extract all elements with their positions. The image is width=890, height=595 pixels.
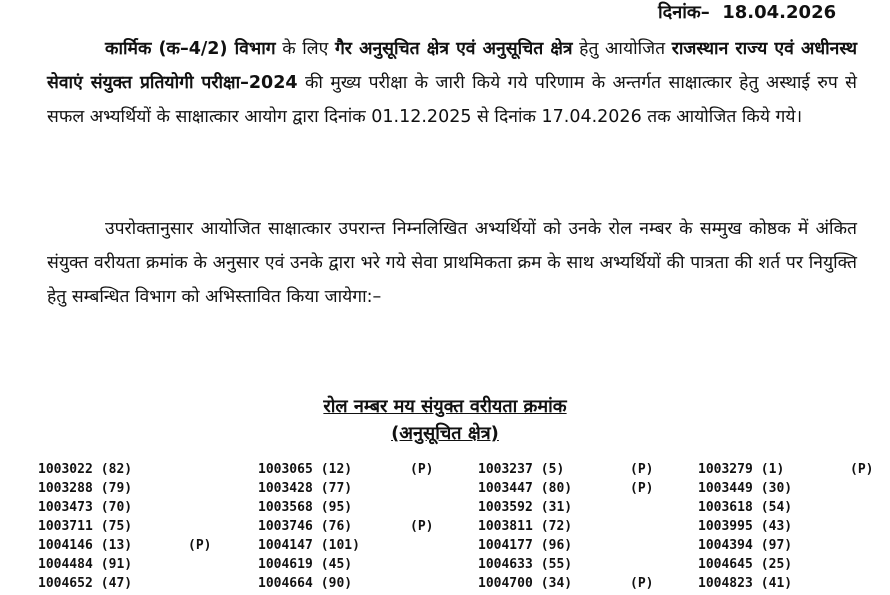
roll-entry <box>38 576 132 591</box>
merit-rank: (97) <box>760 538 793 553</box>
intro-paragraph <box>47 32 857 134</box>
roll-number: 1003065 <box>258 462 313 477</box>
merit-rank: (1) <box>760 462 785 477</box>
roll-entry <box>258 481 352 496</box>
roll-number: 1003022 <box>38 462 93 477</box>
roll-entry <box>38 519 132 534</box>
roll-number: 1004652 <box>38 576 93 591</box>
merit-rank: (79) <box>100 481 133 496</box>
roll-number: 1004177 <box>478 538 533 553</box>
roll-entry <box>698 481 792 496</box>
roll-entry <box>478 576 654 591</box>
roll-number: 1003995 <box>698 519 753 534</box>
roll-number: 1003618 <box>698 500 753 515</box>
provisional-marker: (P) <box>630 576 654 591</box>
merit-rank: (30) <box>760 481 793 496</box>
merit-rank: (45) <box>320 557 353 572</box>
roll-entry <box>38 462 132 477</box>
merit-rank: (55) <box>540 557 573 572</box>
roll-entry <box>38 557 132 572</box>
roll-entry <box>698 538 792 553</box>
section-subtitle: (अनुसूचित क्षेत्र) <box>391 423 499 444</box>
roll-number: 1004700 <box>478 576 533 591</box>
roll-entry <box>258 557 352 572</box>
roll-entry <box>258 500 352 515</box>
merit-rank: (96) <box>540 538 573 553</box>
roll-entry <box>258 538 360 553</box>
roll-number: 1004823 <box>698 576 753 591</box>
roll-number: 1003428 <box>258 481 313 496</box>
merit-rank: (47) <box>100 576 133 591</box>
provisional-marker: (P) <box>630 462 654 477</box>
provisional-marker: (P) <box>410 462 434 477</box>
date-line <box>658 0 836 24</box>
merit-rank: (43) <box>760 519 793 534</box>
section-title: रोल नम्बर मय संयुक्त वरीयता क्रमांक <box>323 396 567 417</box>
roll-entry <box>258 462 434 477</box>
roll-number: 1004146 <box>38 538 93 553</box>
merit-rank: (31) <box>540 500 573 515</box>
merit-rank: (25) <box>760 557 793 572</box>
recommendation-paragraph: उपरोक्तानुसार आयोजित साक्षात्कार उपरान्त निम्नलिखित अभ्यर्थियों को उनके रोल नम्बर के सम्मुख कोष्ठक में अंकित संयुक्त वरीयता क्रमांक के अनुसार एवं उनके द्वारा भरे गये सेवा प्राथमिकता क्रम के साथ अभ्यर्थियों की पात्रता की शर्त पर नियुक्ति हेतु सम्बन्धित विभाग को अभिस्तावित किया जायेगा:– <box>47 219 857 307</box>
roll-number: 1003592 <box>478 500 533 515</box>
roll-number: 1004394 <box>698 538 753 553</box>
roll-entry <box>698 500 792 515</box>
date-label: दिनांक– <box>658 2 710 23</box>
paragraph-text: के लिए <box>275 39 335 59</box>
roll-entry <box>38 500 132 515</box>
merit-rank: (13) <box>100 538 133 553</box>
roll-number: 1004619 <box>258 557 313 572</box>
roll-number: 1003746 <box>258 519 313 534</box>
provisional-marker: (P) <box>630 481 654 496</box>
roll-entry <box>478 519 572 534</box>
merit-rank: (12) <box>320 462 353 477</box>
merit-rank: (34) <box>540 576 573 591</box>
roll-entry <box>478 538 572 553</box>
merit-rank: (76) <box>320 519 353 534</box>
roll-number: 1004664 <box>258 576 313 591</box>
merit-rank: (70) <box>100 500 133 515</box>
roll-entry <box>258 519 434 534</box>
merit-rank: (82) <box>100 462 133 477</box>
roll-number: 1004484 <box>38 557 93 572</box>
area-name: गैर अनुसूचित क्षेत्र एवं अनुसूचित क्षेत्र <box>334 39 573 59</box>
merit-rank: (90) <box>320 576 353 591</box>
roll-number: 1003711 <box>38 519 93 534</box>
roll-number: 1003449 <box>698 481 753 496</box>
roll-entry <box>698 462 874 477</box>
roll-entry <box>698 576 792 591</box>
roll-number: 1003568 <box>258 500 313 515</box>
roll-entry <box>38 538 212 553</box>
merit-rank: (80) <box>540 481 573 496</box>
provisional-marker: (P) <box>188 538 212 553</box>
merit-rank: (77) <box>320 481 353 496</box>
provisional-marker: (P) <box>850 462 874 477</box>
merit-rank: (75) <box>100 519 133 534</box>
merit-rank: (41) <box>760 576 793 591</box>
roll-entry <box>258 576 352 591</box>
roll-entry <box>478 462 654 477</box>
roll-entry <box>698 557 792 572</box>
paragraph-text: हेतु आयोजित <box>572 39 672 59</box>
roll-number: 1003288 <box>38 481 93 496</box>
roll-number: 1004633 <box>478 557 533 572</box>
roll-number: 1003811 <box>478 519 533 534</box>
provisional-marker: (P) <box>410 519 434 534</box>
merit-rank: (54) <box>760 500 793 515</box>
roll-entry <box>478 500 572 515</box>
roll-entry <box>478 481 654 496</box>
roll-entry <box>38 481 132 496</box>
merit-rank: (72) <box>540 519 573 534</box>
department-name: कार्मिक (क–4/2) विभाग <box>105 39 276 59</box>
exam-name: राजस्थान राज्य एवं अधीनस्थ सेवाएं संयुक्त प्रतियोगी परीक्षा–2024 <box>47 39 857 93</box>
roll-entry <box>478 557 572 572</box>
paragraph-text: की मुख्य परीक्षा के जारी किये गये परिणाम के अन्तर्गत साक्षात्कार हेतु अस्थाई रुप से सफल अभ्यर्थियों के साक्षात्कार आयोग द्वारा दिनांक 01.12.2025 से दिनांक 17.04.2026 तक आयोजित किये गये। <box>47 73 857 127</box>
roll-number: 1003473 <box>38 500 93 515</box>
merit-rank: (5) <box>540 462 565 477</box>
roll-number: 1003279 <box>698 462 753 477</box>
roll-entry <box>698 519 792 534</box>
date-value: 18.04.2026 <box>722 2 837 23</box>
roll-number: 1003447 <box>478 481 533 496</box>
merit-rank: (91) <box>100 557 133 572</box>
merit-rank: (101) <box>320 538 360 553</box>
roll-number: 1004645 <box>698 557 753 572</box>
roll-number: 1004147 <box>258 538 313 553</box>
merit-rank: (95) <box>320 500 353 515</box>
roll-number: 1003237 <box>478 462 533 477</box>
